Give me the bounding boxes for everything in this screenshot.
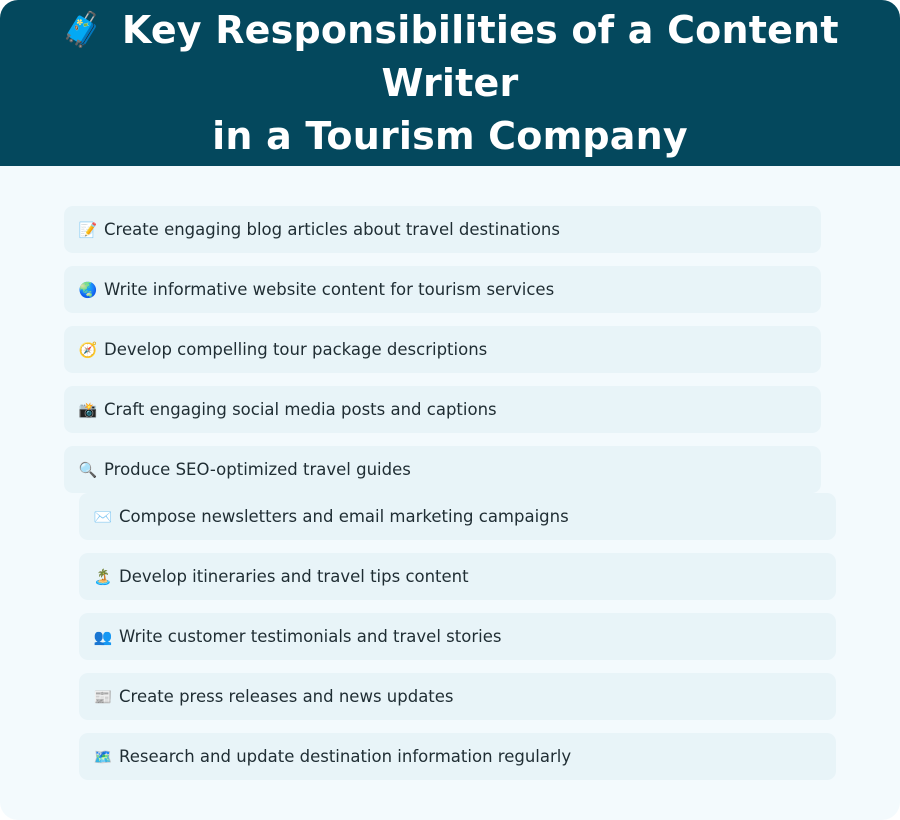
list-item (64, 266, 821, 313)
list-item (79, 553, 836, 600)
newspaper-icon: 📰 (93, 687, 113, 706)
page-title (0, 4, 900, 163)
compass-icon: 🧭 (78, 340, 98, 359)
title-line-2: in a Tourism Company (212, 113, 688, 158)
list-item (64, 206, 821, 253)
list-item-label: Create press releases and news updates (119, 687, 454, 706)
header-banner (0, 0, 900, 166)
list-item-label: Write informative website content for tourism services (104, 280, 555, 299)
list-item (79, 613, 836, 660)
camera-icon: 📸 (78, 400, 98, 419)
list-item-label: Develop itineraries and travel tips content (119, 567, 469, 586)
list-item (79, 733, 836, 780)
people-icon: 👥 (93, 627, 113, 646)
title-line-1: Key Responsibilities of a Content Writer (121, 7, 839, 105)
luggage-icon: 🧳 (61, 9, 104, 50)
list-item-label: Craft engaging social media posts and captions (104, 400, 497, 419)
map-icon: 🗺️ (93, 747, 113, 766)
list-item-label: Write customer testimonials and travel stories (119, 627, 502, 646)
list-item (79, 493, 836, 540)
list-item (64, 446, 821, 493)
list-item-label: Research and update destination information regularly (119, 747, 572, 766)
palm-tree-icon: 🏝️ (93, 567, 113, 586)
list-item-label: Produce SEO-optimized travel guides (104, 460, 411, 479)
magnifying-glass-icon: 🔍 (78, 460, 98, 479)
list-item (64, 386, 821, 433)
list-item-label: Develop compelling tour package descriptions (104, 340, 488, 359)
memo-icon: 📝 (78, 220, 98, 239)
list-item (64, 326, 821, 373)
list-item-label: Compose newsletters and email marketing campaigns (119, 507, 569, 526)
list-item-label: Create engaging blog articles about travel destinations (104, 220, 560, 239)
globe-icon: 🌏 (78, 280, 98, 299)
list-item (79, 673, 836, 720)
envelope-icon: ✉️ (93, 507, 113, 526)
